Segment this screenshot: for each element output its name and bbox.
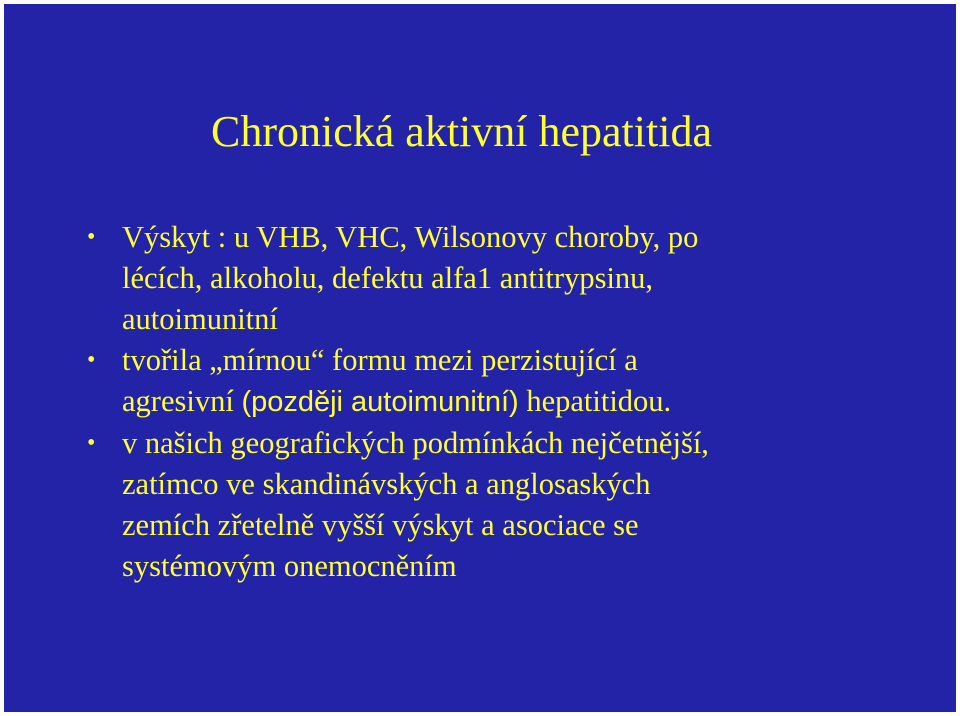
bullet-line: zemích zřetelně vyšší výskyt a asociace se xyxy=(122,508,639,542)
bullet-line: systémovým onemocněním xyxy=(122,549,457,583)
bullet-line-end: hepatitidou. xyxy=(518,384,672,418)
bullet-list xyxy=(84,217,924,587)
bullet-dot-icon: • xyxy=(87,224,96,250)
bullet-line-start: agresivní xyxy=(122,384,242,418)
bullet-parenthetical: (později autoimunitní) xyxy=(241,386,519,418)
bullet-line: tvořila „mírnou“ formu mezi perzistující a xyxy=(122,343,638,377)
bullet-line: v našich geografických podmínkách nejčetnější, xyxy=(122,426,709,460)
bullet-line: Výskyt : u VHB, VHC, Wilsonovy choroby, po xyxy=(122,220,699,254)
bullet-item-geography xyxy=(84,423,924,587)
bullet-dot-icon: • xyxy=(87,347,96,373)
bullet-line: zatímco ve skandinávských a anglosaských xyxy=(122,467,651,501)
slide-title: Chronická aktivní hepatitida xyxy=(211,107,712,156)
bullet-line: autoimunitní xyxy=(122,302,278,336)
slide xyxy=(4,4,956,712)
bullet-line: lécích, alkoholu, defektu alfa1 antitrypsinu, xyxy=(122,261,654,295)
bullet-dot-icon: • xyxy=(87,430,96,456)
bullet-item-form xyxy=(84,340,924,423)
bullet-item-occurrence xyxy=(84,217,924,340)
